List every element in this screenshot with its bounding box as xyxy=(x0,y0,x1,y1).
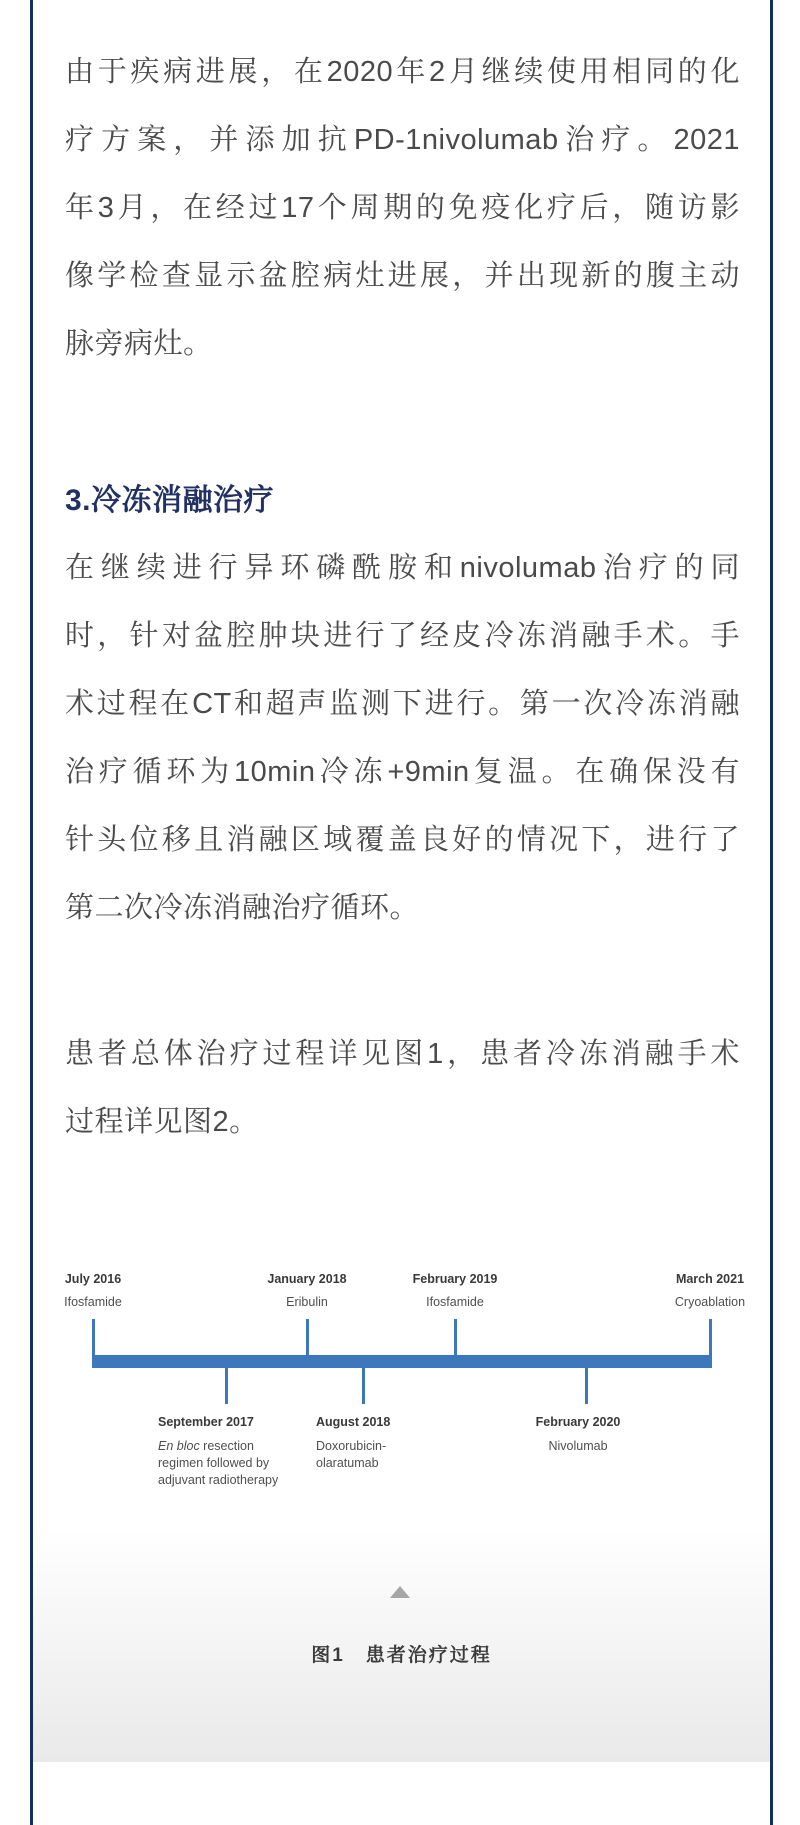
paragraph-cryoablation-procedure xyxy=(33,534,770,942)
timeline-event-bottom xyxy=(158,1415,278,1489)
section-heading-cryoablation: 3.冷冻消融治疗 xyxy=(65,484,275,517)
text-line: 第二次冷冻消融治疗循环。 xyxy=(65,892,420,924)
text-line: 脉旁病灶。 xyxy=(65,328,213,360)
timeline-event-label: Cryoablation xyxy=(674,1295,746,1309)
text-line: 在继续进行异环磷酰胺和nivolumab治疗的同 xyxy=(65,552,740,584)
article-content xyxy=(33,0,770,1762)
text-line: 过程详见图2。 xyxy=(65,1106,259,1138)
text-line: 年3月，在经过17个周期的免疫化疗后，随访影 xyxy=(65,192,740,224)
timeline-event-date: July 2016 xyxy=(64,1272,122,1286)
text-line: 术过程在CT和超声监测下进行。第一次冷冻消融 xyxy=(65,688,740,720)
text-line: 疗方案，并添加抗PD-1nivolumab治疗。2021 xyxy=(65,124,740,156)
text-line: 治疗循环为10min冷冻+9min复温。在确保没有 xyxy=(65,756,740,788)
text-line: 患者总体治疗过程详见图1，患者冷冻消融手术 xyxy=(65,1038,740,1070)
timeline-event-date: February 2019 xyxy=(412,1272,498,1286)
text-line: 像学检查显示盆腔病灶进展，并出现新的腹主动 xyxy=(65,260,740,292)
text-line: 由于疾病进展，在2020年2月继续使用相同的化 xyxy=(65,56,740,88)
timeline-tick xyxy=(585,1368,588,1404)
timeline-event-date: August 2018 xyxy=(316,1415,391,1429)
figure-caption: 图1 患者治疗过程 xyxy=(311,1645,492,1666)
timeline-event-label: Nivolumab xyxy=(548,1439,608,1453)
timeline-event-label: Ifosfamide xyxy=(64,1295,122,1309)
timeline-event-top xyxy=(413,1272,498,1309)
text-line: 时，针对盆腔肿块进行了经皮冷冻消融手术。手 xyxy=(65,620,740,652)
timeline-tick xyxy=(225,1368,228,1404)
paragraph-figure-references xyxy=(33,1020,770,1156)
timeline-event-label: regimen followed by xyxy=(158,1456,270,1470)
timeline-bar xyxy=(92,1355,712,1368)
timeline-tick xyxy=(92,1319,95,1355)
timeline-tick xyxy=(362,1368,365,1404)
timeline-event-top xyxy=(267,1272,346,1309)
timeline-event-label: Ifosfamide xyxy=(426,1295,484,1309)
timeline-tick xyxy=(709,1319,712,1355)
timeline-event-date: February 2020 xyxy=(535,1415,621,1429)
timeline-event-date: January 2018 xyxy=(267,1272,347,1286)
timeline-event-label: En bloc resection xyxy=(158,1439,254,1453)
timeline-event-label: olaratumab xyxy=(316,1456,379,1470)
timeline-event-bottom xyxy=(316,1415,390,1472)
timeline-event-date: September 2017 xyxy=(158,1415,254,1429)
timeline-event-label: adjuvant radiotherapy xyxy=(158,1473,279,1487)
timeline-event-bottom xyxy=(536,1415,621,1455)
text-line: 针头位移且消融区域覆盖良好的情况下，进行了 xyxy=(65,824,740,856)
timeline-event-top xyxy=(64,1272,122,1309)
right-border-line xyxy=(770,0,773,1825)
timeline-event-label: Eribulin xyxy=(286,1295,328,1309)
figure-timeline xyxy=(33,1172,770,1762)
timeline-event-top xyxy=(675,1272,745,1309)
paragraph-disease-progression xyxy=(33,38,770,378)
timeline-tick xyxy=(306,1319,309,1355)
timeline-tick xyxy=(454,1319,457,1355)
triangle-up-icon xyxy=(390,1586,410,1598)
timeline-event-label: Doxorubicin- xyxy=(316,1439,387,1453)
timeline-event-date: March 2021 xyxy=(675,1272,745,1286)
